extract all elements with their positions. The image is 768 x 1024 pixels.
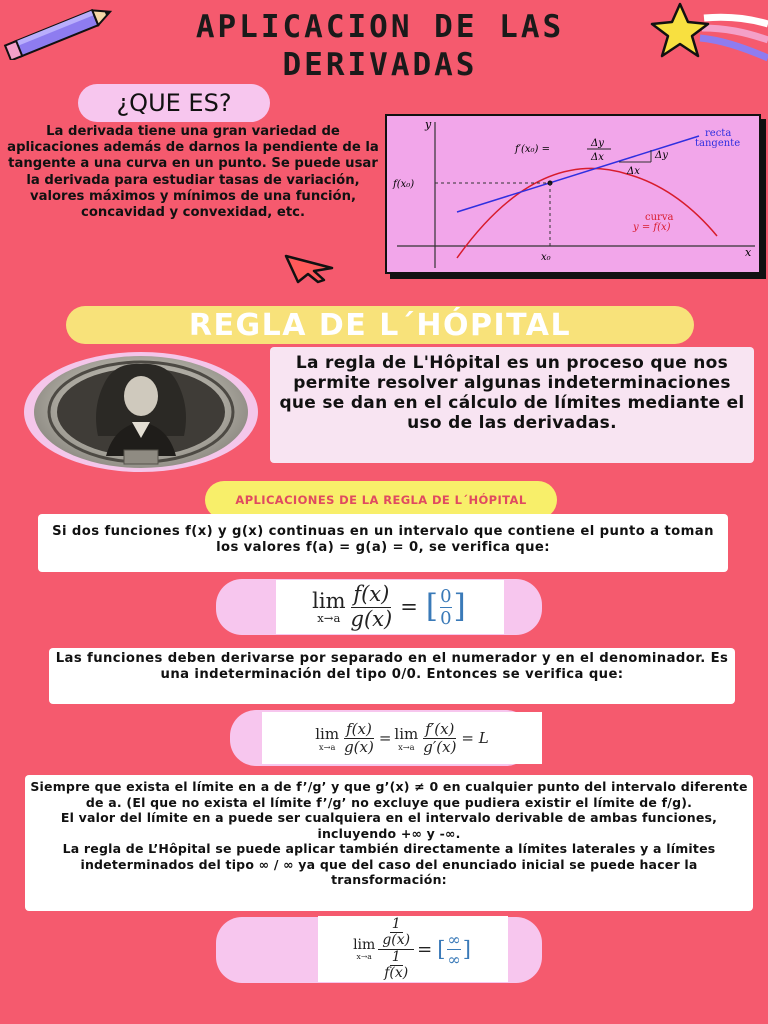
aplicaciones-text-1: Si dos funciones f(x) y g(x) continuas en un intervalo que contiene el punto a toman los valores f(a) = g(a) = 0, se verifica que:: [38, 514, 728, 572]
pencil-icon: [0, 4, 120, 60]
que-es-heading: ¿QUE ES?: [78, 84, 270, 122]
regla-description: La regla de L'Hôpital es un proceso que nos permite resolver algunas indeterminaciones que se dan en el cálculo de límites mediante el uso de las derivadas.: [270, 347, 754, 463]
curve-label-1: curva: [645, 212, 674, 223]
que-es-text: La derivada tiene una gran variedad de aplicaciones además de darnos la pendiente de la tangente a una curva en un punto. Se puede usar la derivada para estudiar tasas de variación, valores máximos y mínimos de una función, concavidad y convexidad, etc.: [7, 124, 379, 221]
tangent-graph: [385, 114, 761, 274]
derivative-dy: Δy: [591, 138, 604, 149]
curve-label-2: y = f(x): [633, 222, 671, 233]
regla-heading: REGLA DE L´HÓPITAL: [66, 306, 694, 344]
dy-label: Δy: [655, 150, 668, 161]
tangent-label-2: tangente: [695, 138, 741, 149]
derivative-dx: Δx: [591, 152, 604, 163]
star-icon: [640, 0, 768, 72]
page-title: APLICACION DE LAS DERIVADAS: [195, 9, 565, 83]
aplicaciones-text-2: Las funciones deben derivarse por separado en el numerador y en el denominador. Es una indeterminación del tipo 0/0. Entonces se verifica que:: [49, 648, 735, 704]
tangent-line: [457, 136, 699, 212]
cursor-arrow-icon: [280, 252, 340, 284]
curve-line: [457, 168, 717, 258]
formula-2: lim x→a $\frac{f(x)}{g(x)}$ = lim x→a $\frac{f'(x)}{g'(x)}$ = L: [262, 712, 542, 764]
fx0-label: f(x₀): [393, 179, 415, 190]
formula-3: lim x→a $\frac{\frac{1}{g(x)}}{\frac{1}{f(x)}}$ = [ $\frac{\infty}{\infty}$ ]: [318, 916, 508, 982]
x0-label: x₀: [541, 252, 551, 263]
lhopital-portrait: [34, 356, 248, 468]
x-axis-label: x: [745, 246, 752, 259]
tangent-label-1: recta: [705, 128, 732, 139]
y-axis-label: y: [425, 118, 432, 131]
formula-1: lim x→a $\frac{f(x)}{g(x)}$ = [ $\frac{0}{0}$ ]: [276, 580, 504, 634]
derivative-label: f′(x₀) =: [515, 144, 550, 155]
dx-label: Δx: [627, 166, 640, 177]
aplicaciones-text-3: Siempre que exista el límite en a de f’/g’ y que g’(x) ≠ 0 en cualquier punto del intervalo diferente de a. (El que no exista el límite f’/g’ no excluye que pudiera existir el límite de f/g). El valor del límite en a puede ser cualquiera en el intervalo derivable de ambas funciones, incluyendo +∞ y -∞. La regla de L’Hôpital se puede aplicar también directamente a límites laterales y a límites indeterminados del tipo ∞ / ∞ ya que del caso del enunciado inicial se puede hacer la transformación:: [25, 775, 753, 911]
aplicaciones-heading: APLICACIONES DE LA REGLA DE L´HÓPITAL: [205, 481, 557, 519]
